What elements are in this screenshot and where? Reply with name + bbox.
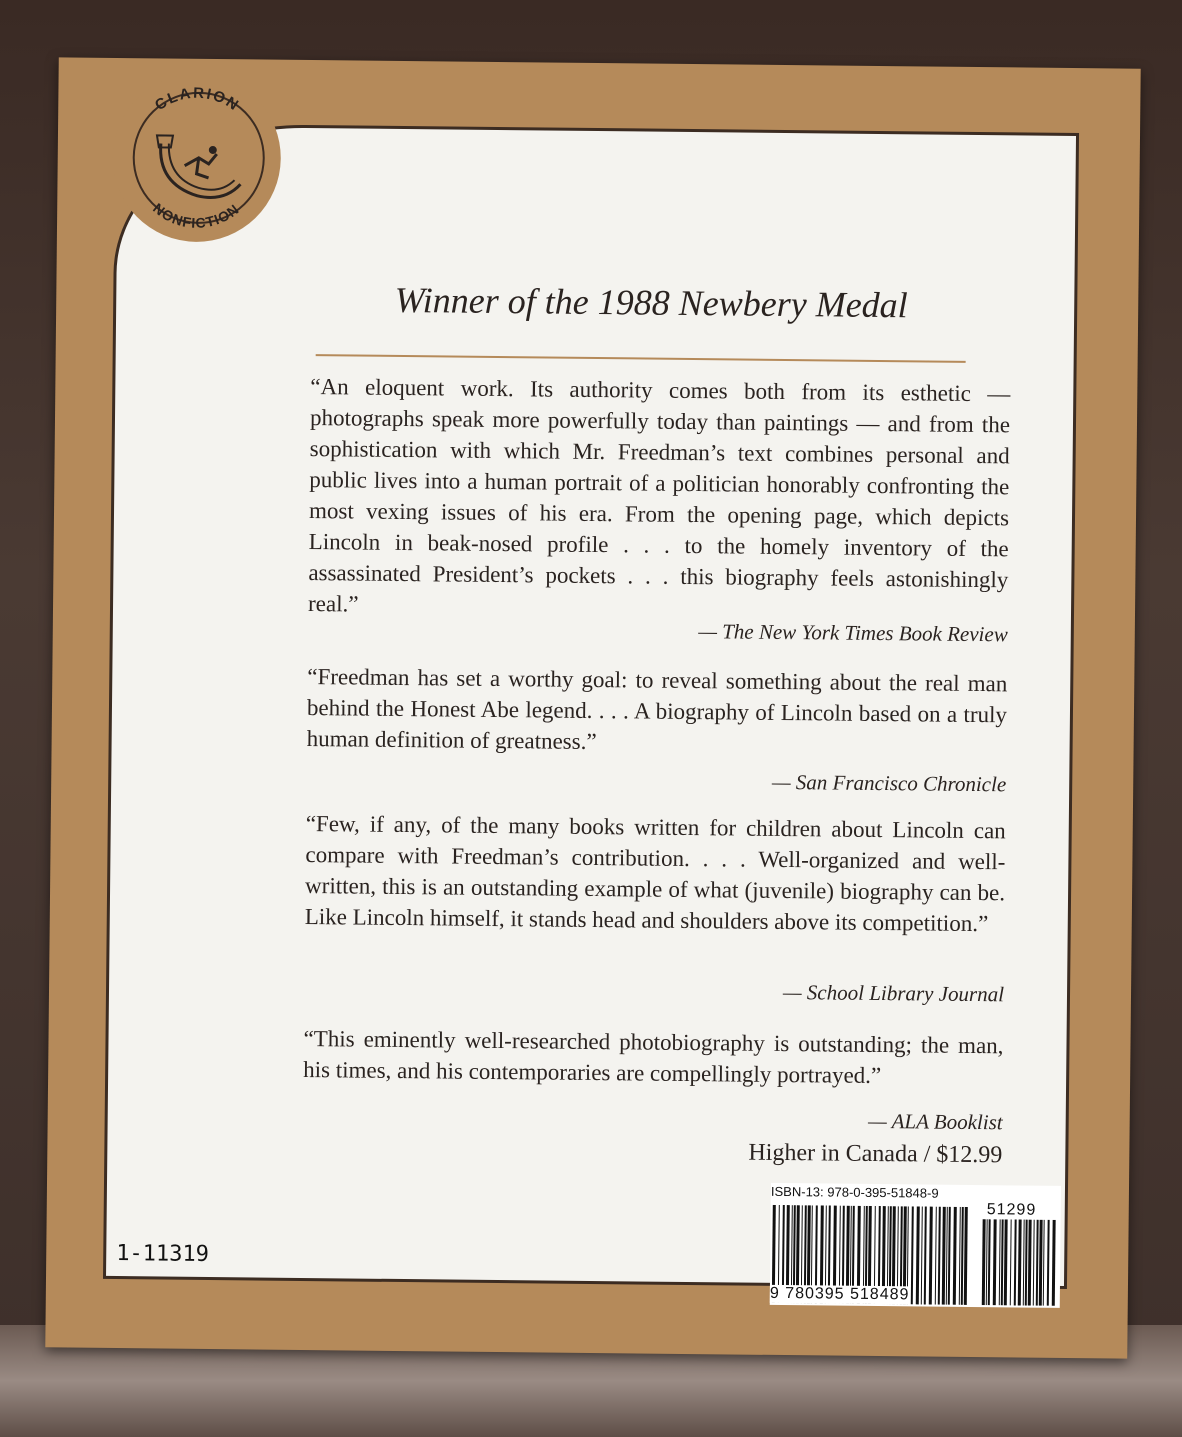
- title-divider: [316, 354, 966, 363]
- barcode-bar: [942, 1207, 946, 1305]
- svg-text:NONFICTION: [150, 200, 243, 232]
- review-quote-1: “An eloquent work. Its authority comes both from its esthetic — photographs speak more powerfully today than paintings — and from the sophistication with which Mr. Freedman’s text combines personal and public lives into a human portrait of a politician honorably confronting the most vexing issues of his era. From the opening page, which depicts Lincoln in beak-nosed profile . . . to the homely inventory of the assassinated President’s pockets . . . this biography feels astonishingly real.”: [307, 374, 1011, 617]
- barcode-bar: [993, 1219, 997, 1305]
- barcode-bar: [1004, 1219, 1008, 1305]
- barcode-bar: [999, 1219, 1001, 1305]
- barcode-bar: [935, 1207, 937, 1305]
- barcode-bar: [946, 1207, 948, 1305]
- barcode-bar: [1047, 1220, 1050, 1306]
- barcode-bar: [924, 1207, 927, 1305]
- barcode-bar: [964, 1207, 968, 1305]
- barcode-digits: 9 780395 518489: [769, 1284, 910, 1304]
- barcode-bar: [916, 1206, 920, 1304]
- barcode-bar: [921, 1206, 923, 1304]
- barcode-bar: [938, 1207, 941, 1305]
- barcode-bar: [1014, 1219, 1017, 1305]
- review-quote-3: “Few, if any, of the many books written for children about Lincoln can compare with Freedman’s contribution. . . . Well-organized and well-written, this is an outstanding example of what (juvenile) biography can be. Like Lincoln himself, it stands head and shoulders above its competition.”: [304, 810, 1006, 937]
- review-attribution-4: — ALA Booklist: [867, 1108, 1003, 1135]
- barcode-bar: [959, 1207, 961, 1305]
- clarion-logo: [112, 73, 282, 243]
- review-attribution-2: — San Francisco Chronicle: [771, 769, 1007, 797]
- book-back-cover: [45, 57, 1140, 1358]
- barcode-bar: [1039, 1220, 1043, 1306]
- barcode-bar: [1001, 1219, 1004, 1305]
- barcode-bar: [929, 1207, 933, 1305]
- barcode-bar: [948, 1207, 951, 1305]
- award-title: Winner of the 1988 Newbery Medal: [394, 279, 908, 326]
- review-quote-2: “Freedman has set a worthy goal: to reveal something about the real man behind the Honest Abe legend. . . . A biography of Lincoln based on a truly human definition of greatness.”: [306, 664, 1008, 755]
- barcode-bar: [1025, 1220, 1028, 1306]
- barcode-bar: [982, 1219, 986, 1305]
- barcode-bar: [961, 1207, 964, 1305]
- text-panel: [103, 123, 1079, 1304]
- barcode-bar: [911, 1206, 914, 1304]
- barcode-bar: [988, 1219, 991, 1305]
- catalog-number: 1-11319: [116, 1241, 210, 1268]
- barcode-bar: [1052, 1220, 1056, 1306]
- isbn-label: ISBN-13: 978-0-395-51848-9: [770, 1183, 939, 1201]
- horn-icon: [112, 73, 282, 243]
- svg-text:CLARION: [152, 84, 243, 115]
- barcode-bar: [1028, 1220, 1032, 1306]
- addon-digits: 51299: [986, 1201, 1037, 1219]
- price-label: Higher in Canada / $12.99: [748, 1139, 1003, 1169]
- barcode-bar: [1033, 1220, 1035, 1306]
- review-attribution-1: — The New York Times Book Review: [698, 619, 1008, 647]
- review-quote-4: “This eminently well-researched photobiography is outstanding; the man, his times, and his contemporaries are compellingly portrayed.”: [303, 1025, 1004, 1089]
- barcode-bar: [986, 1219, 988, 1305]
- barcode-bar: [1018, 1219, 1022, 1305]
- barcode-bar: [1010, 1219, 1012, 1305]
- barcode-bar: [953, 1207, 957, 1305]
- barcode-bar: [1043, 1220, 1045, 1306]
- barcode-bar: [1023, 1220, 1025, 1306]
- review-attribution-3: — School Library Journal: [782, 980, 1005, 1007]
- logo-top-text: CLARION: [151, 84, 243, 115]
- barcode-bar: [1036, 1220, 1039, 1306]
- addon-barcode-icon: [980, 1219, 1061, 1306]
- logo-bottom-text: NONFICTION: [150, 199, 243, 232]
